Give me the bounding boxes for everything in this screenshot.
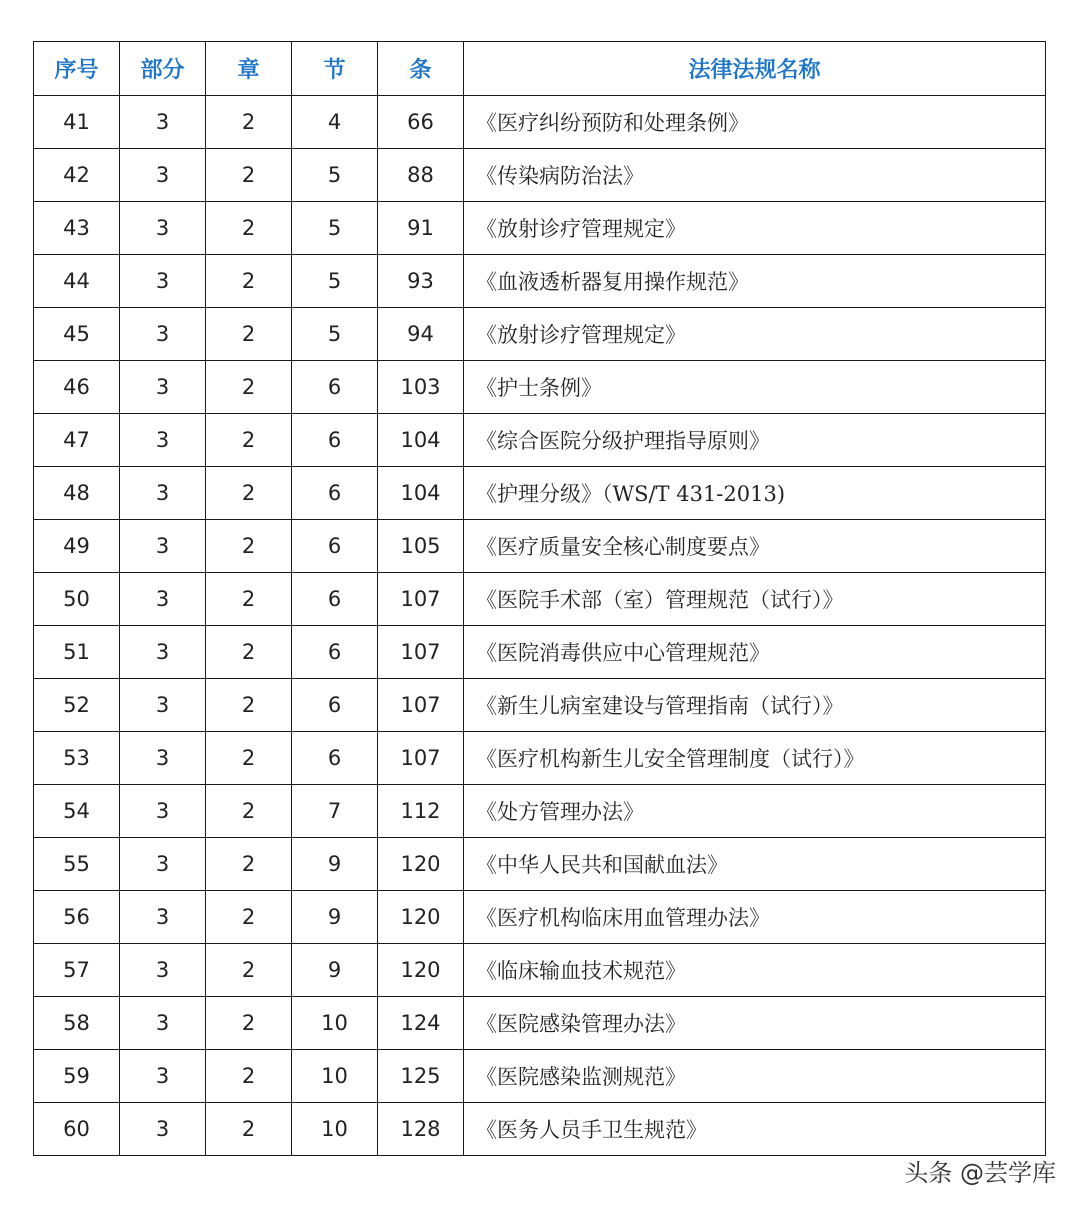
cell-part: 3 [120, 1103, 206, 1156]
cell-regulation-name: 《放射诊疗管理规定》 [464, 202, 1046, 255]
cell-seq: 59 [34, 1050, 120, 1103]
cell-chapter: 2 [206, 149, 292, 202]
cell-article: 107 [378, 573, 464, 626]
cell-section: 6 [292, 414, 378, 467]
cell-section: 6 [292, 732, 378, 785]
cell-chapter: 2 [206, 573, 292, 626]
cell-chapter: 2 [206, 308, 292, 361]
cell-seq: 49 [34, 520, 120, 573]
cell-article: 107 [378, 679, 464, 732]
table-row [34, 944, 1046, 997]
cell-article: 66 [378, 96, 464, 149]
cell-regulation-name: 《医院手术部（室）管理规范（试行）》 [464, 573, 1046, 626]
cell-chapter: 2 [206, 732, 292, 785]
table-row [34, 308, 1046, 361]
cell-regulation-name: 《处方管理办法》 [464, 785, 1046, 838]
cell-seq: 51 [34, 626, 120, 679]
cell-section: 10 [292, 1103, 378, 1156]
cell-seq: 41 [34, 96, 120, 149]
cell-article: 91 [378, 202, 464, 255]
table-row [34, 361, 1046, 414]
cell-part: 3 [120, 202, 206, 255]
table-row [34, 838, 1046, 891]
cell-regulation-name: 《护理分级》（WS/T 431-2013) [464, 467, 1046, 520]
cell-part: 3 [120, 838, 206, 891]
cell-regulation-name: 《新生儿病室建设与管理指南（试行）》 [464, 679, 1046, 732]
regulations-table [33, 41, 1046, 1156]
table-header [34, 42, 1046, 96]
cell-chapter: 2 [206, 1103, 292, 1156]
cell-part: 3 [120, 573, 206, 626]
header-regulation-name: 法律法规名称 [464, 42, 1046, 96]
header-section: 节 [292, 42, 378, 96]
table-row [34, 202, 1046, 255]
cell-article: 125 [378, 1050, 464, 1103]
cell-chapter: 2 [206, 838, 292, 891]
cell-part: 3 [120, 626, 206, 679]
cell-seq: 52 [34, 679, 120, 732]
cell-seq: 45 [34, 308, 120, 361]
cell-article: 124 [378, 997, 464, 1050]
cell-regulation-name: 《医院感染监测规范》 [464, 1050, 1046, 1103]
cell-article: 120 [378, 838, 464, 891]
header-row [34, 42, 1046, 96]
cell-seq: 53 [34, 732, 120, 785]
header-chapter: 章 [206, 42, 292, 96]
cell-seq: 42 [34, 149, 120, 202]
cell-seq: 57 [34, 944, 120, 997]
cell-section: 6 [292, 573, 378, 626]
cell-part: 3 [120, 891, 206, 944]
table-row [34, 149, 1046, 202]
cell-section: 10 [292, 1050, 378, 1103]
cell-section: 6 [292, 520, 378, 573]
cell-regulation-name: 《医院感染管理办法》 [464, 997, 1046, 1050]
cell-section: 9 [292, 891, 378, 944]
cell-section: 9 [292, 838, 378, 891]
cell-article: 104 [378, 414, 464, 467]
cell-part: 3 [120, 997, 206, 1050]
cell-section: 5 [292, 308, 378, 361]
cell-regulation-name: 《医疗纠纷预防和处理条例》 [464, 96, 1046, 149]
cell-chapter: 2 [206, 785, 292, 838]
cell-regulation-name: 《医务人员手卫生规范》 [464, 1103, 1046, 1156]
cell-article: 104 [378, 467, 464, 520]
cell-regulation-name: 《医疗机构临床用血管理办法》 [464, 891, 1046, 944]
cell-regulation-name: 《医疗机构新生儿安全管理制度（试行）》 [464, 732, 1046, 785]
cell-part: 3 [120, 255, 206, 308]
table-row [34, 255, 1046, 308]
cell-seq: 46 [34, 361, 120, 414]
cell-chapter: 2 [206, 96, 292, 149]
cell-part: 3 [120, 149, 206, 202]
cell-section: 4 [292, 96, 378, 149]
cell-part: 3 [120, 1050, 206, 1103]
cell-seq: 47 [34, 414, 120, 467]
cell-article: 120 [378, 944, 464, 997]
cell-seq: 50 [34, 573, 120, 626]
header-article: 条 [378, 42, 464, 96]
header-part: 部分 [120, 42, 206, 96]
cell-seq: 44 [34, 255, 120, 308]
cell-chapter: 2 [206, 414, 292, 467]
cell-seq: 60 [34, 1103, 120, 1156]
table-row [34, 679, 1046, 732]
cell-part: 3 [120, 467, 206, 520]
cell-seq: 55 [34, 838, 120, 891]
cell-article: 107 [378, 732, 464, 785]
cell-section: 7 [292, 785, 378, 838]
cell-article: 88 [378, 149, 464, 202]
cell-part: 3 [120, 308, 206, 361]
table-row [34, 414, 1046, 467]
cell-seq: 43 [34, 202, 120, 255]
header-seq: 序号 [34, 42, 120, 96]
cell-article: 93 [378, 255, 464, 308]
cell-section: 6 [292, 467, 378, 520]
cell-article: 103 [378, 361, 464, 414]
cell-chapter: 2 [206, 1050, 292, 1103]
cell-part: 3 [120, 414, 206, 467]
table-row [34, 1103, 1046, 1156]
cell-regulation-name: 《放射诊疗管理规定》 [464, 308, 1046, 361]
cell-part: 3 [120, 785, 206, 838]
cell-seq: 58 [34, 997, 120, 1050]
table-row [34, 997, 1046, 1050]
cell-part: 3 [120, 520, 206, 573]
cell-regulation-name: 《医疗质量安全核心制度要点》 [464, 520, 1046, 573]
cell-seq: 54 [34, 785, 120, 838]
cell-article: 107 [378, 626, 464, 679]
cell-part: 3 [120, 732, 206, 785]
table-row [34, 891, 1046, 944]
table-row [34, 520, 1046, 573]
cell-section: 6 [292, 361, 378, 414]
cell-seq: 56 [34, 891, 120, 944]
table-row [34, 626, 1046, 679]
cell-regulation-name: 《中华人民共和国献血法》 [464, 838, 1046, 891]
table-row [34, 732, 1046, 785]
cell-regulation-name: 《临床输血技术规范》 [464, 944, 1046, 997]
table-row [34, 1050, 1046, 1103]
cell-chapter: 2 [206, 255, 292, 308]
cell-chapter: 2 [206, 361, 292, 414]
table-row [34, 96, 1046, 149]
cell-part: 3 [120, 361, 206, 414]
table-row [34, 573, 1046, 626]
cell-section: 9 [292, 944, 378, 997]
cell-chapter: 2 [206, 891, 292, 944]
regulations-table-container [33, 41, 1045, 1156]
cell-article: 128 [378, 1103, 464, 1156]
cell-part: 3 [120, 944, 206, 997]
cell-regulation-name: 《护士条例》 [464, 361, 1046, 414]
cell-chapter: 2 [206, 679, 292, 732]
cell-regulation-name: 《血液透析器复用操作规范》 [464, 255, 1046, 308]
cell-regulation-name: 《综合医院分级护理指导原则》 [464, 414, 1046, 467]
cell-regulation-name: 《医院消毒供应中心管理规范》 [464, 626, 1046, 679]
cell-chapter: 2 [206, 467, 292, 520]
table-body [34, 96, 1046, 1156]
cell-chapter: 2 [206, 520, 292, 573]
cell-chapter: 2 [206, 202, 292, 255]
cell-section: 5 [292, 202, 378, 255]
cell-part: 3 [120, 96, 206, 149]
cell-seq: 48 [34, 467, 120, 520]
cell-chapter: 2 [206, 944, 292, 997]
cell-chapter: 2 [206, 626, 292, 679]
cell-part: 3 [120, 679, 206, 732]
cell-section: 6 [292, 679, 378, 732]
cell-article: 120 [378, 891, 464, 944]
cell-chapter: 2 [206, 997, 292, 1050]
cell-article: 112 [378, 785, 464, 838]
cell-section: 10 [292, 997, 378, 1050]
cell-section: 5 [292, 255, 378, 308]
table-row [34, 467, 1046, 520]
cell-article: 94 [378, 308, 464, 361]
cell-section: 5 [292, 149, 378, 202]
cell-section: 6 [292, 626, 378, 679]
watermark: 头条 @芸学库 [904, 1159, 1056, 1187]
cell-article: 105 [378, 520, 464, 573]
cell-regulation-name: 《传染病防治法》 [464, 149, 1046, 202]
table-row [34, 785, 1046, 838]
